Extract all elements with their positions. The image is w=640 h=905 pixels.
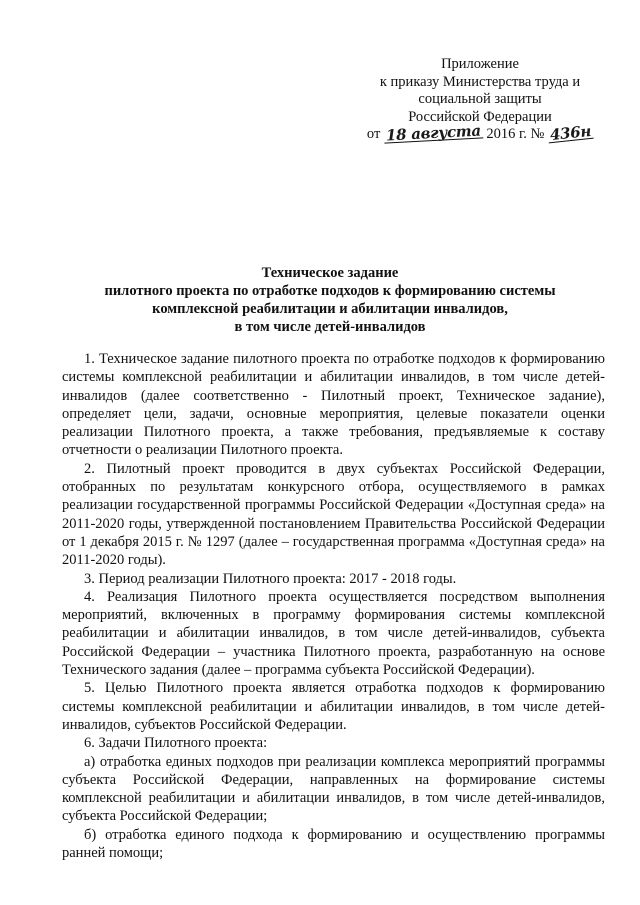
paragraph-5: 5. Целью Пилотного проекта является отработка подходов к формированию системы комплексной реабилитации и абилитации инвалидов, в том числе детей-инвалидов, субъектов Российской Федерации.: [62, 680, 605, 733]
paragraph-6b: б) отработка единого подхода к формированию и осуществлению программы ранней помощи;: [62, 826, 605, 862]
appendix-year-text: 2016 г. №: [486, 126, 545, 142]
paragraph-1: 1. Техническое задание пилотного проекта по отработке подходов к формированию системы комплексной реабилитации и абилитации инвалидов, в том числе детей-инвалидов (далее соответственно - Пилотный проект, Техническое задание), определяет цели, задачи, основные мероприятия, целевые показатели оценки реализации Пилотного проекта, а также требования, предъявляемые к составу отчетности о реализации Пилотного проекта.: [62, 351, 605, 459]
appendix-order-line: к приказу Министерства труда и: [379, 73, 581, 90]
handwritten-date: 18 августа: [385, 121, 482, 145]
appendix-date-line: [360, 121, 600, 145]
paragraph-3: 3. Период реализации Пилотного проекта: 2017 - 2018 годы.: [84, 570, 457, 587]
document-title: [60, 264, 600, 336]
paragraph-4: 4. Реализация Пилотного проекта осуществляется посредством выполнения мероприятий, включенных в программу формирования системы комплексной реабилитации и абилитации инвалидов, в том числе детей-инвалидов, субъекта Российской Федерации – участника Пилотного проекта, разработанную на основе Технического задания (далее – программа субъекта Российской Федерации).: [62, 588, 605, 679]
paragraph-2: 2. Пилотный проект проводится в двух субъектах Российской Федерации, отобранных по результатам конкурсного отбора, осуществляемого в рамках реализации государственной программы Российской Федерации «Доступная среда» на 2011-2020 годы, утвержденной постановлением Правительства Российской Федерации от 1 декабря 2015 г. № 1297 (далее – государственная программа «Доступная среда» на 2011-2020 годы).: [62, 460, 605, 569]
appendix-country-line: Российской Федерации: [408, 108, 552, 125]
appendix-heading: Приложение: [441, 56, 519, 72]
title-line-3: комплексной реабилитации и абилитации инвалидов,: [152, 301, 508, 317]
paragraph-6a: а) отработка единых подходов при реализации комплекса мероприятий программы субъекта Российской Федерации, направленных на формирование системы комплексной реабилитации и абилитации инвалидов, в том числе детей-инвалидов, субъекта Российской Федерации;: [62, 753, 605, 825]
title-line-2: пилотного проекта по отработке подходов к формированию системы: [104, 283, 556, 299]
appendix-from-text: от: [366, 126, 381, 142]
appendix-block: [360, 56, 600, 144]
appendix-ministry-line: социальной защиты: [418, 91, 542, 107]
handwritten-order-number: 436н: [549, 121, 592, 145]
title-line-4: в том числе детей-инвалидов: [234, 319, 426, 335]
title-line-1: Техническое задание: [261, 265, 399, 281]
paragraph-6: 6. Задачи Пилотного проекта:: [84, 735, 268, 752]
document-body: [62, 350, 605, 862]
